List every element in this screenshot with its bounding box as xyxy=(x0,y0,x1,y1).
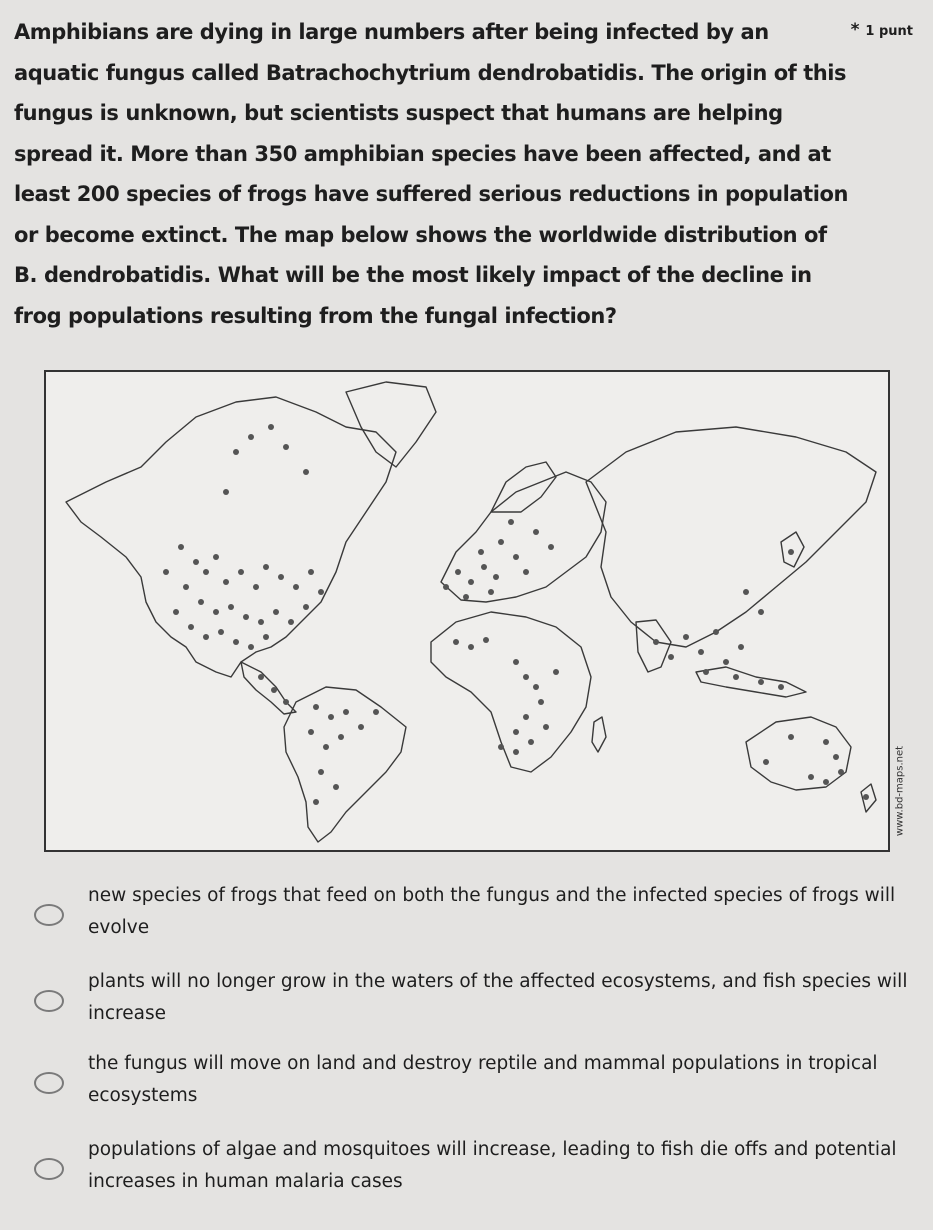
map-credit xyxy=(880,716,920,866)
india-outline xyxy=(636,620,671,672)
radio-button-3[interactable] xyxy=(34,1072,64,1094)
answer-option-3[interactable] xyxy=(34,1048,919,1108)
indonesia-outline xyxy=(696,667,806,697)
required-asterisk: * xyxy=(850,20,860,40)
answer-option-2-label: plants will no longer grow in the waters of the affected ecosystems, and fish species will increase xyxy=(88,971,908,1024)
answer-option-1-label: new species of frogs that feed on both the fungus and the infected species of frogs will evolve xyxy=(88,885,896,938)
required-indicator xyxy=(851,20,913,40)
points-label: 1 punt xyxy=(865,24,913,39)
answer-option-1[interactable] xyxy=(34,880,919,940)
world-map-svg xyxy=(46,372,888,850)
madagascar-outline xyxy=(592,717,606,752)
map-credit-text: www.bd-maps.net xyxy=(894,745,906,837)
radio-button-2[interactable] xyxy=(34,990,64,1012)
answer-option-4[interactable] xyxy=(34,1134,919,1194)
infection-dots xyxy=(163,424,869,805)
africa-outline xyxy=(431,612,591,772)
central-america-outline xyxy=(241,662,296,714)
world-distribution-map xyxy=(44,370,890,852)
asia-outline xyxy=(586,427,876,647)
radio-button-4[interactable] xyxy=(34,1158,64,1180)
answer-option-3-label: the fungus will move on land and destroy reptile and mammal populations in tropical ecosystems xyxy=(88,1053,878,1106)
question-block xyxy=(14,12,919,342)
greenland-outline xyxy=(346,382,436,467)
australia-outline xyxy=(746,717,851,790)
answer-option-4-label: populations of algae and mosquitoes will increase, leading to fish die offs and potential increases in human malaria cases xyxy=(88,1139,897,1192)
radio-button-1[interactable] xyxy=(34,904,64,926)
north-america-outline xyxy=(66,397,396,677)
question-text: Amphibians are dying in large numbers after being infected by an aquatic fungus called Batrachochytrium dendrobatidis. The origin of this fungus is unknown, but scientists suspect that humans are helping spread it. More than 350 amphibian species have been affected, and at least 200 species of frogs have suffered serious reductions in population or become extinct. The map below shows the worldwide distribution of B. dendrobatidis. What will be the most likely impact of the decline in frog populations resulting from the fungal infection? xyxy=(14,20,848,328)
europe-outline xyxy=(441,472,606,602)
answer-option-2[interactable] xyxy=(34,966,919,1026)
